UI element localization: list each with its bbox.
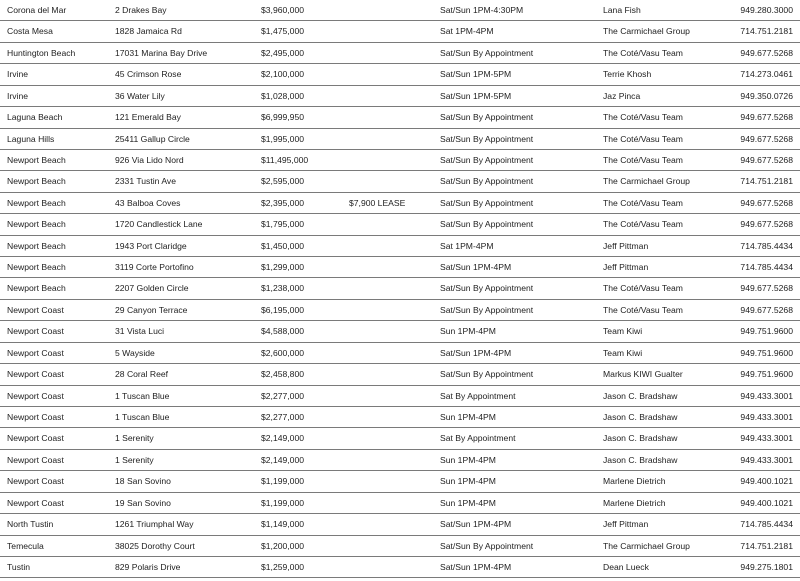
listing-phone: 949.433.3001 xyxy=(740,454,793,465)
listing-address: 1 Serenity xyxy=(115,454,154,465)
listing-price: $2,395,000 xyxy=(261,197,305,208)
listing-agent: The Coté/Vasu Team xyxy=(603,197,683,208)
listing-price: $1,995,000 xyxy=(261,133,305,144)
listing-address: 829 Polaris Drive xyxy=(115,561,181,572)
listing-address: 2 Drakes Bay xyxy=(115,5,167,15)
listing-open-house-time: Sat/Sun 1PM-4:30PM xyxy=(440,5,524,15)
listing-price: $2,595,000 xyxy=(261,176,305,187)
listing-city: North Tustin xyxy=(7,519,54,530)
listing-city: Temecula xyxy=(7,540,44,551)
listing-city: Newport Coast xyxy=(7,433,64,444)
table-row xyxy=(0,343,800,364)
listing-open-house-time: Sat By Appointment xyxy=(440,433,516,444)
listing-open-house-time: Sat/Sun By Appointment xyxy=(440,112,534,123)
table-row xyxy=(0,450,800,471)
listing-city: Huntington Beach xyxy=(7,47,76,58)
listing-agent: The Coté/Vasu Team xyxy=(603,304,683,315)
listing-agent: The Coté/Vasu Team xyxy=(603,133,683,144)
listing-open-house-time: Sat/Sun By Appointment xyxy=(440,369,534,380)
listing-phone: 949.280.3000 xyxy=(740,5,793,15)
listing-price: $1,199,000 xyxy=(261,497,305,508)
listing-open-house-time: Sat By Appointment xyxy=(440,390,516,401)
listing-agent: Marlene Dietrich xyxy=(603,476,666,487)
listing-phone: 949.433.3001 xyxy=(740,390,793,401)
table-row xyxy=(0,0,800,21)
listing-city: Tustin xyxy=(7,561,31,572)
listing-city: Newport Coast xyxy=(7,347,64,358)
listing-city: Newport Coast xyxy=(7,454,64,465)
table-row xyxy=(0,514,800,535)
listing-price: $1,199,000 xyxy=(261,476,305,487)
listing-address: 1943 Port Claridge xyxy=(115,240,187,251)
listing-phone: 949.350.0726 xyxy=(740,90,793,101)
listing-open-house-time: Sun 1PM-4PM xyxy=(440,497,496,508)
listing-phone: 714.751.2181 xyxy=(740,176,793,187)
table-row xyxy=(0,321,800,342)
listing-phone: 949.751.9600 xyxy=(740,369,793,380)
table-row xyxy=(0,364,800,385)
listing-phone: 949.433.3001 xyxy=(740,412,793,423)
listing-phone: 949.751.9600 xyxy=(740,347,793,358)
listing-open-house-time: Sat/Sun 1PM-5PM xyxy=(440,69,512,80)
listing-price: $1,200,000 xyxy=(261,540,305,551)
listing-open-house-time: Sat/Sun By Appointment xyxy=(440,304,534,315)
listing-city: Laguna Hills xyxy=(7,133,55,144)
listing-open-house-time: Sat 1PM-4PM xyxy=(440,240,494,251)
listing-city: Costa Mesa xyxy=(7,26,53,37)
listing-phone: 949.677.5268 xyxy=(740,304,793,315)
table-row xyxy=(0,214,800,235)
listing-phone: 714.785.4434 xyxy=(740,240,793,251)
listing-open-house-time: Sat/Sun 1PM-5PM xyxy=(440,90,512,101)
listing-address: 36 Water Lily xyxy=(115,90,165,101)
table-row xyxy=(0,257,800,278)
table-row xyxy=(0,278,800,299)
listing-phone: 714.751.2181 xyxy=(740,26,793,37)
listing-phone: 949.677.5268 xyxy=(740,219,793,230)
listing-price: $4,588,000 xyxy=(261,326,305,337)
listing-city: Newport Coast xyxy=(7,476,64,487)
listing-city: Newport Beach xyxy=(7,219,66,230)
listing-open-house-time: Sun 1PM-4PM xyxy=(440,412,496,423)
listing-address: 38025 Dorothy Court xyxy=(115,540,195,551)
listing-open-house-time: Sat/Sun 1PM-4PM xyxy=(440,262,512,273)
listing-agent: The Carmichael Group xyxy=(603,176,690,187)
listing-price: $2,277,000 xyxy=(261,390,305,401)
listing-price: $1,028,000 xyxy=(261,90,305,101)
table-row xyxy=(0,64,800,85)
table-row xyxy=(0,193,800,214)
listing-address: 3119 Corte Portofino xyxy=(115,262,194,273)
listing-city: Newport Coast xyxy=(7,304,64,315)
listing-agent: Marlene Dietrich xyxy=(603,497,666,508)
listing-price: $6,999,950 xyxy=(261,112,305,123)
listing-city: Newport Beach xyxy=(7,283,66,294)
table-row xyxy=(0,428,800,449)
table-row xyxy=(0,557,800,578)
listing-price: $6,195,000 xyxy=(261,304,305,315)
listing-address: 1828 Jamaica Rd xyxy=(115,26,182,37)
listing-phone: 949.400.1021 xyxy=(740,497,793,508)
listing-price: $11,495,000 xyxy=(261,154,309,165)
listing-phone: 949.275.1801 xyxy=(740,561,793,572)
listing-open-house-time: Sat/Sun 1PM-4PM xyxy=(440,519,512,530)
listing-price: $1,259,000 xyxy=(261,561,305,572)
listing-city: Newport Beach xyxy=(7,240,66,251)
listing-open-house-time: Sun 1PM-4PM xyxy=(440,476,496,487)
table-row xyxy=(0,21,800,42)
listing-address: 43 Balboa Coves xyxy=(115,197,181,208)
table-row xyxy=(0,129,800,150)
listing-address: 2207 Golden Circle xyxy=(115,283,189,294)
table-row xyxy=(0,407,800,428)
listing-price: $2,458,800 xyxy=(261,369,305,380)
listing-price: $2,149,000 xyxy=(261,454,305,465)
listing-price: $1,238,000 xyxy=(261,283,305,294)
listing-phone: 949.400.1021 xyxy=(740,476,793,487)
listing-open-house-time: Sat/Sun By Appointment xyxy=(440,176,534,187)
table-row xyxy=(0,471,800,492)
listing-phone: 949.677.5268 xyxy=(740,197,793,208)
listing-phone: 949.677.5268 xyxy=(740,154,793,165)
listing-price: $2,600,000 xyxy=(261,347,305,358)
listing-open-house-time: Sat/Sun 1PM-4PM xyxy=(440,347,512,358)
listing-phone: 949.433.3001 xyxy=(740,433,793,444)
listing-phone: 714.273.0461 xyxy=(740,69,793,80)
listing-phone: 949.677.5268 xyxy=(740,47,793,58)
listing-price: $1,149,000 xyxy=(261,519,305,530)
listing-city: Irvine xyxy=(7,69,29,80)
listing-price: $2,495,000 xyxy=(261,47,305,58)
listing-agent: Jeff Pittman xyxy=(603,262,649,273)
table-row xyxy=(0,493,800,514)
listing-price: $1,299,000 xyxy=(261,262,305,273)
listing-agent: The Carmichael Group xyxy=(603,26,690,37)
listing-city: Newport Coast xyxy=(7,497,64,508)
listing-lease: $7,900 LEASE xyxy=(349,197,406,208)
table-row xyxy=(0,536,800,557)
listing-city: Laguna Beach xyxy=(7,112,63,123)
table-row xyxy=(0,150,800,171)
listing-open-house-time: Sat/Sun By Appointment xyxy=(440,154,534,165)
listing-city: Newport Coast xyxy=(7,369,64,380)
listing-city: Newport Beach xyxy=(7,154,66,165)
listing-address: 1 Tuscan Blue xyxy=(115,390,170,401)
listing-phone: 949.677.5268 xyxy=(740,133,793,144)
listing-address: 926 Via Lido Nord xyxy=(115,154,184,165)
listing-agent: Terrie Khosh xyxy=(603,69,652,80)
listing-price: $1,450,000 xyxy=(261,240,305,251)
listing-city: Newport Coast xyxy=(7,390,64,401)
listing-address: 31 Vista Luci xyxy=(115,326,165,337)
listing-agent: Team Kiwi xyxy=(603,326,643,337)
table-row xyxy=(0,107,800,128)
listing-open-house-time: Sat/Sun 1PM-4PM xyxy=(440,561,512,572)
listing-address: 5 Wayside xyxy=(115,347,155,358)
listing-agent: Jason C. Bradshaw xyxy=(603,433,678,444)
table-row xyxy=(0,300,800,321)
listing-city: Irvine xyxy=(7,90,29,101)
listing-address: 121 Emerald Bay xyxy=(115,112,181,123)
listing-agent: Jeff Pittman xyxy=(603,519,649,530)
listing-agent: Jason C. Bradshaw xyxy=(603,454,678,465)
listing-agent: Jason C. Bradshaw xyxy=(603,390,678,401)
listing-city: Newport Beach xyxy=(7,197,66,208)
listing-phone: 949.677.5268 xyxy=(740,283,793,294)
listing-address: 1 Tuscan Blue xyxy=(115,412,170,423)
listing-city: Corona del Mar xyxy=(7,5,67,15)
listing-price: $3,960,000 xyxy=(261,5,305,15)
listing-open-house-time: Sun 1PM-4PM xyxy=(440,454,496,465)
listing-address: 29 Canyon Terrace xyxy=(115,304,188,315)
listing-city: Newport Coast xyxy=(7,412,64,423)
listing-agent: Dean Lueck xyxy=(603,561,649,572)
listing-price: $2,100,000 xyxy=(261,69,305,80)
listing-address: 18 San Sovino xyxy=(115,476,171,487)
table-row xyxy=(0,86,800,107)
listing-agent: Jason C. Bradshaw xyxy=(603,412,678,423)
listing-city: Newport Coast xyxy=(7,326,64,337)
listing-open-house-time: Sat/Sun By Appointment xyxy=(440,283,534,294)
listing-address: 45 Crimson Rose xyxy=(115,69,182,80)
listing-agent: Team Kiwi xyxy=(603,347,643,358)
listing-address: 2331 Tustin Ave xyxy=(115,176,176,187)
listing-open-house-time: Sat/Sun By Appointment xyxy=(440,47,534,58)
table-row xyxy=(0,171,800,192)
listing-open-house-time: Sat 1PM-4PM xyxy=(440,26,494,37)
listing-agent: The Coté/Vasu Team xyxy=(603,283,683,294)
listing-open-house-time: Sat/Sun By Appointment xyxy=(440,540,534,551)
listing-phone: 949.751.9600 xyxy=(740,326,793,337)
listing-agent: Markus KIWI Gualter xyxy=(603,369,683,380)
listing-city: Newport Beach xyxy=(7,262,66,273)
listing-address: 28 Coral Reef xyxy=(115,369,169,380)
listing-phone: 714.785.4434 xyxy=(740,519,793,530)
listing-phone: 714.785.4434 xyxy=(740,262,793,273)
listing-address: 17031 Marina Bay Drive xyxy=(115,47,208,58)
table-row xyxy=(0,43,800,64)
table-row xyxy=(0,236,800,257)
listing-address: 1261 Triumphal Way xyxy=(115,519,194,530)
listing-address: 1720 Candlestick Lane xyxy=(115,219,203,230)
listing-price: $1,795,000 xyxy=(261,219,305,230)
listing-price: $2,149,000 xyxy=(261,433,305,444)
listing-address: 25411 Gallup Circle xyxy=(115,133,190,144)
listing-agent: The Coté/Vasu Team xyxy=(603,154,683,165)
listing-open-house-time: Sun 1PM-4PM xyxy=(440,326,496,337)
listing-agent: Lana Fish xyxy=(603,5,641,15)
listing-phone: 714.751.2181 xyxy=(740,540,793,551)
listing-open-house-time: Sat/Sun By Appointment xyxy=(440,197,534,208)
listing-address: 1 Serenity xyxy=(115,433,154,444)
listing-address: 19 San Sovino xyxy=(115,497,171,508)
listing-agent: The Carmichael Group xyxy=(603,540,690,551)
listing-price: $1,475,000 xyxy=(261,26,305,37)
table-row xyxy=(0,386,800,407)
listing-open-house-time: Sat/Sun By Appointment xyxy=(440,133,534,144)
listing-price: $2,277,000 xyxy=(261,412,305,423)
listing-phone: 949.677.5268 xyxy=(740,112,793,123)
listing-agent: Jeff Pittman xyxy=(603,240,649,251)
listing-open-house-time: Sat/Sun By Appointment xyxy=(440,219,534,230)
listing-agent: The Coté/Vasu Team xyxy=(603,47,683,58)
listing-agent: The Coté/Vasu Team xyxy=(603,219,683,230)
listing-agent: Jaz Pinca xyxy=(603,90,641,101)
listing-agent: The Coté/Vasu Team xyxy=(603,112,683,123)
listing-city: Newport Beach xyxy=(7,176,66,187)
